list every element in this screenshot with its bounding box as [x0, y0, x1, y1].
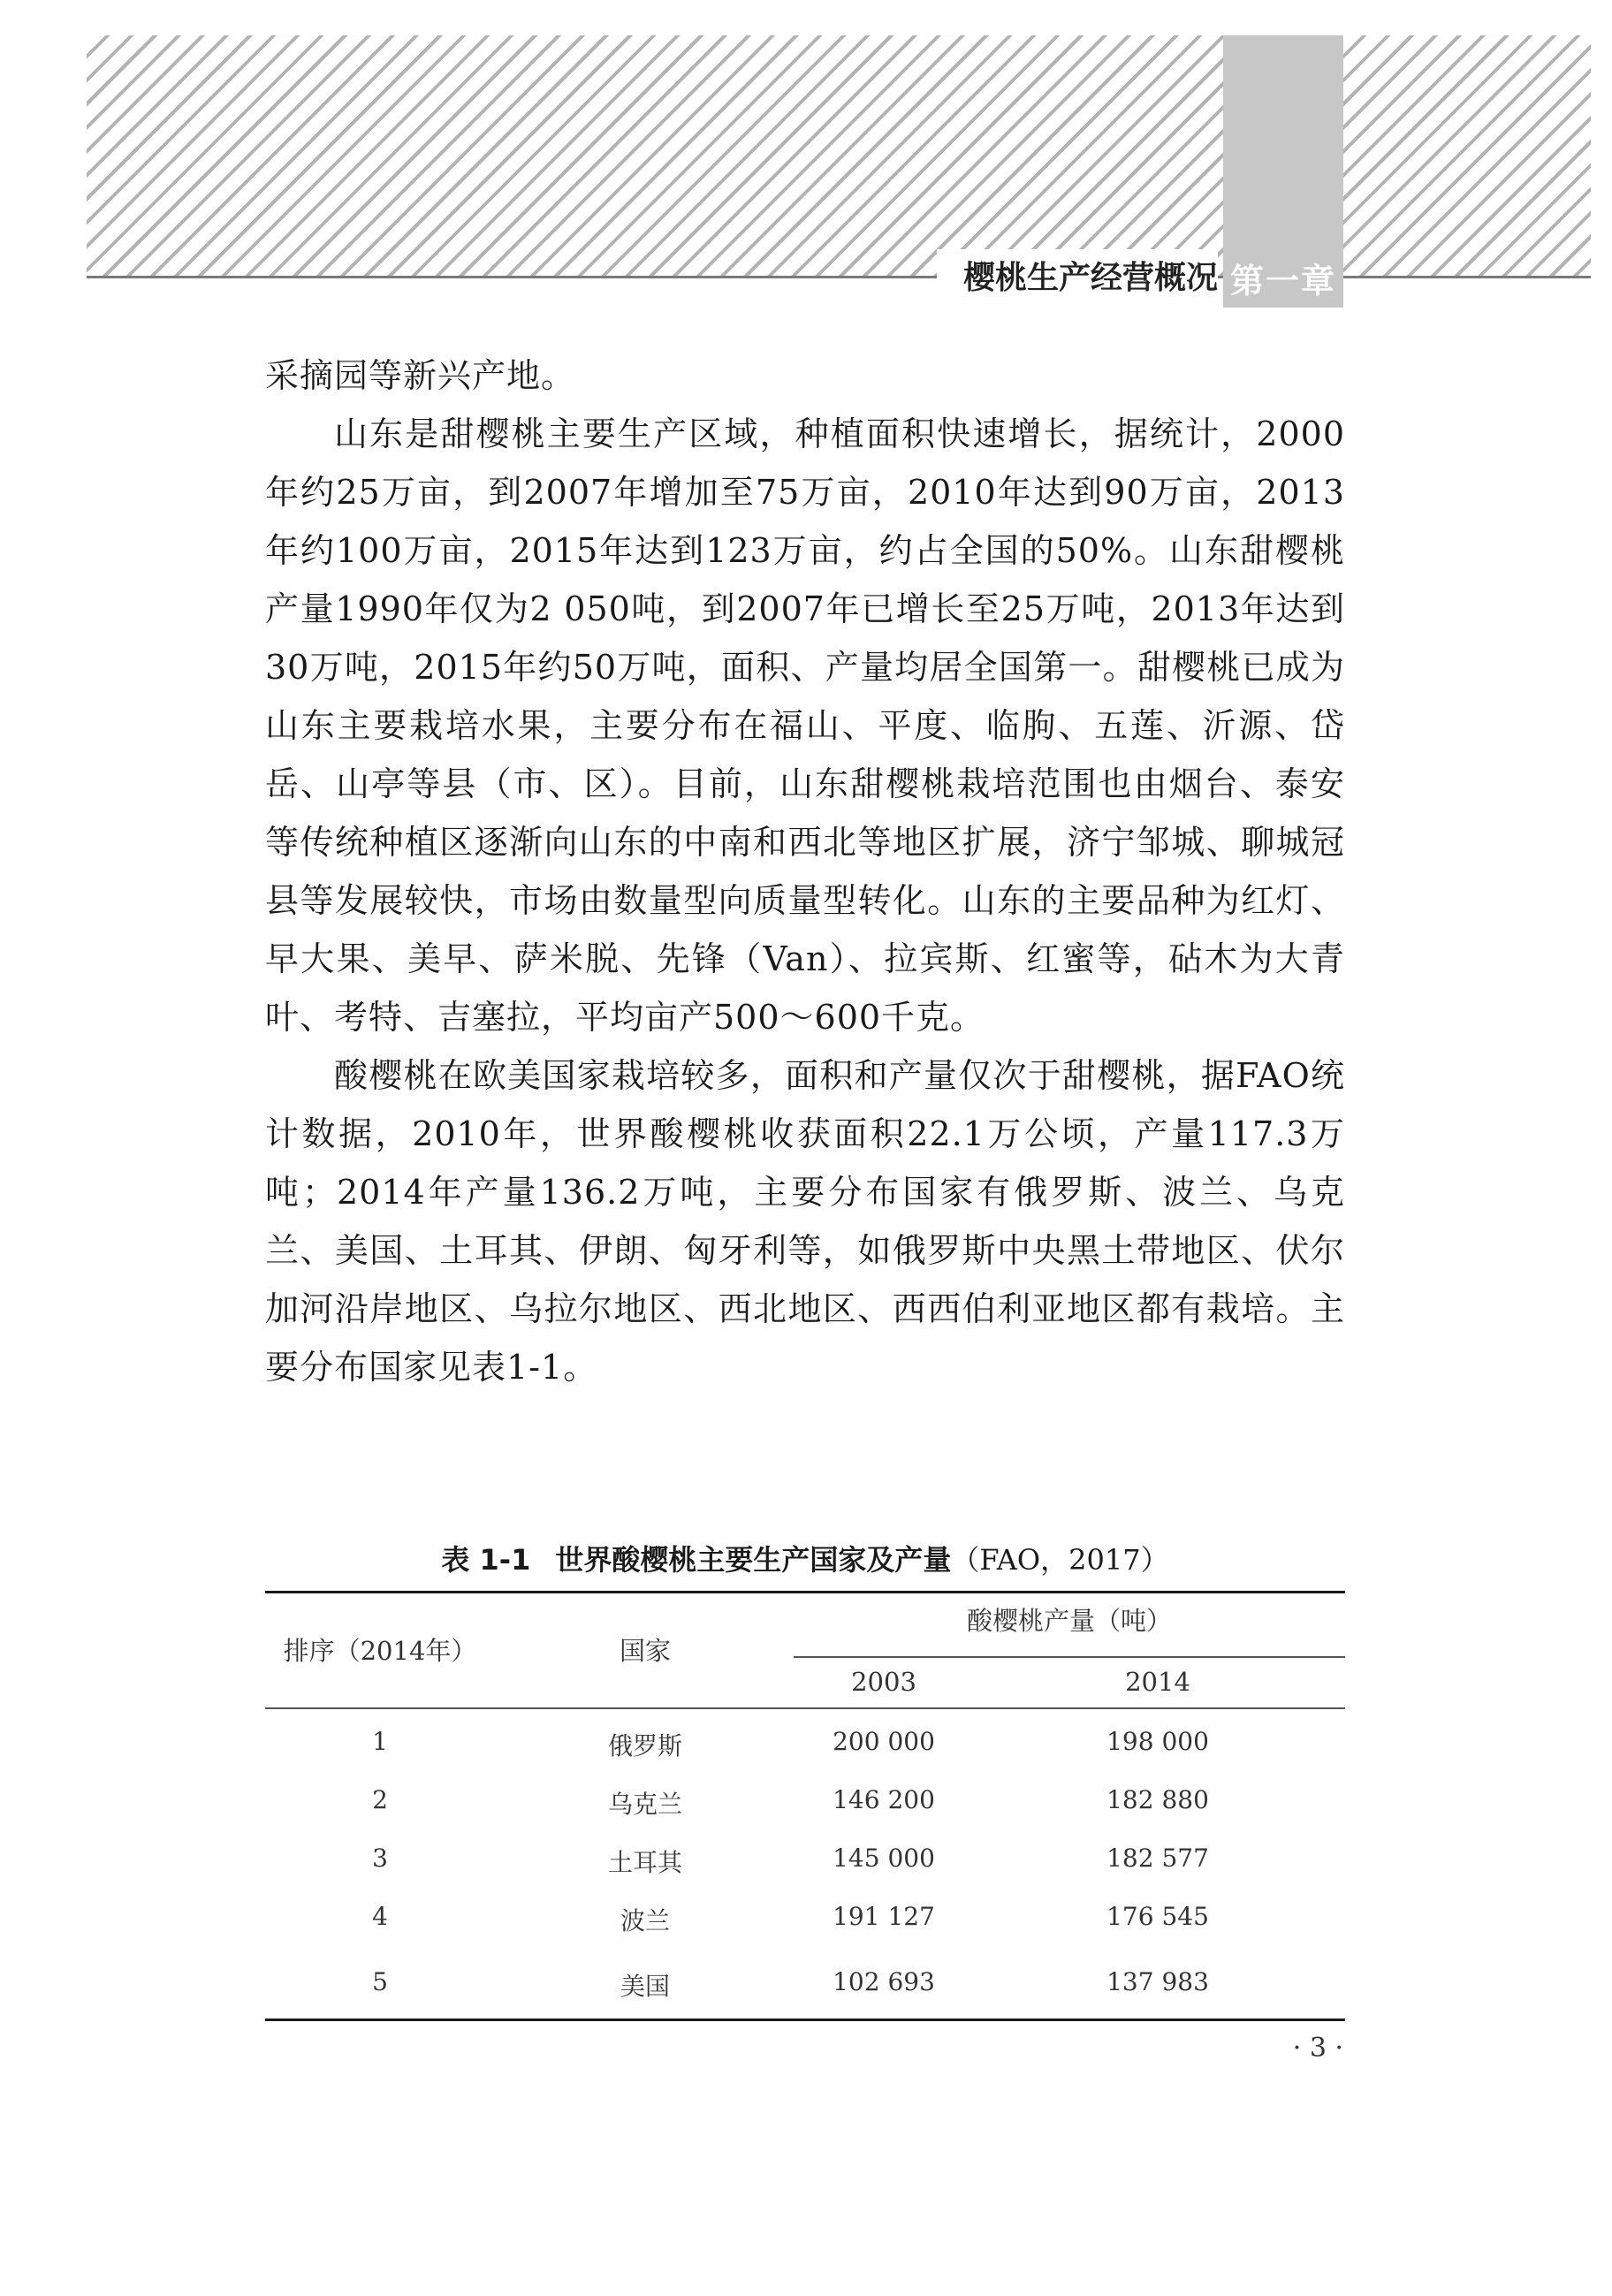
running-title: 樱桃生产经营概况 [962, 260, 1218, 296]
body-text [265, 346, 1345, 1396]
header-hatch-left [87, 35, 1223, 276]
paragraph-2: 山东是甜樱桃主要生产区域，种植面积快速增长，据统计，2000年约25万亩，到2007年增加至75万亩，2010年达到90万亩，2013年约100万亩，2015年达到123万亩，约占全国的50%。山东甜樱桃产量1990年仅为2 050吨，到2007年已增长至25万吨，2013年达到30万吨，2015年约50万吨，面积、产量均居全国第一。甜樱桃已成为山东主要栽培水果，主要分布在福山、平度、临朐、五莲、沂源、岱岳、山亭等县（市、区）。目前，山东甜樱桃栽培范围也由烟台、泰安等传统种植区逐渐向山东的中南和西北等地区扩展，济宁邹城、聊城冠县等发展较快，市场由数量型向质量型转化。山东的主要品种为红灯、早大果、美早、萨米脱、先锋（Van）、拉宾斯、红蜜等，砧木为大青叶、考特、吉塞拉，平均亩产500～600千克。 [265, 414, 1345, 1037]
cell-2003: 102 693 [833, 1967, 935, 1996]
table-number: 表 1-1 [441, 1543, 531, 1577]
cell-2014: 137 983 [1106, 1967, 1209, 1996]
header-year-2014: 2014 [1125, 1667, 1190, 1697]
table-source: （FAO，2017） [951, 1543, 1169, 1577]
cell-2003: 146 200 [833, 1785, 935, 1814]
header-production-group: 酸樱桃产量（吨） [966, 1606, 1172, 1636]
cell-2003: 200 000 [833, 1727, 935, 1756]
page-number: · 3 · [1292, 2033, 1343, 2064]
cell-2014: 182 577 [1106, 1844, 1209, 1873]
table-header-rule [265, 1707, 1345, 1709]
cell-rank: 3 [372, 1844, 388, 1873]
paragraph-3: 酸樱桃在欧美国家栽培较多，面积和产量仅次于甜樱桃，据FAO统计数据，2010年，世界酸樱桃收获面积22.1万公顷，产量117.3万吨；2014年产量136.2万吨，主要分布国家有俄罗斯、波兰、乌克兰、美国、土耳其、伊朗、匈牙利等，如俄罗斯中央黑土带地区、伏尔加河沿岸地区、乌拉尔地区、西北地区、西西伯利亚地区都有栽培。主要分布国家见表1-1。 [265, 1056, 1345, 1387]
cell-rank: 4 [372, 1902, 388, 1931]
header-rule-right [1343, 276, 1591, 278]
cell-country: 美国 [620, 1972, 670, 2001]
cell-country: 乌克兰 [607, 1790, 682, 1819]
header-year-2003: 2003 [851, 1667, 916, 1697]
chapter-tab [1223, 35, 1343, 308]
cell-2014: 198 000 [1106, 1727, 1209, 1756]
cell-country: 俄罗斯 [607, 1731, 682, 1760]
table-caption [265, 1538, 1345, 1578]
cell-2014: 182 880 [1106, 1785, 1209, 1814]
cell-country: 土耳其 [607, 1848, 682, 1877]
header-rank: 排序（2014年） [283, 1636, 477, 1666]
cell-rank: 2 [372, 1785, 388, 1814]
table-top-rule [265, 1591, 1345, 1593]
cell-2003: 191 127 [833, 1902, 935, 1931]
chapter-label: 第一章 [1229, 262, 1336, 300]
header-country: 国家 [619, 1636, 671, 1666]
cell-rank: 1 [372, 1727, 388, 1756]
header-hatch-right [1343, 35, 1591, 276]
cell-2014: 176 545 [1106, 1902, 1209, 1931]
paragraph-1: 采摘园等新兴产地。 [265, 356, 576, 395]
table-bottom-rule [265, 2019, 1345, 2021]
cell-2003: 145 000 [833, 1844, 935, 1873]
table-group-rule [794, 1656, 1345, 1658]
table-title: 世界酸樱桃主要生产国家及产量 [555, 1543, 952, 1577]
cell-country: 波兰 [620, 1906, 670, 1935]
cell-rank: 5 [372, 1967, 388, 1996]
